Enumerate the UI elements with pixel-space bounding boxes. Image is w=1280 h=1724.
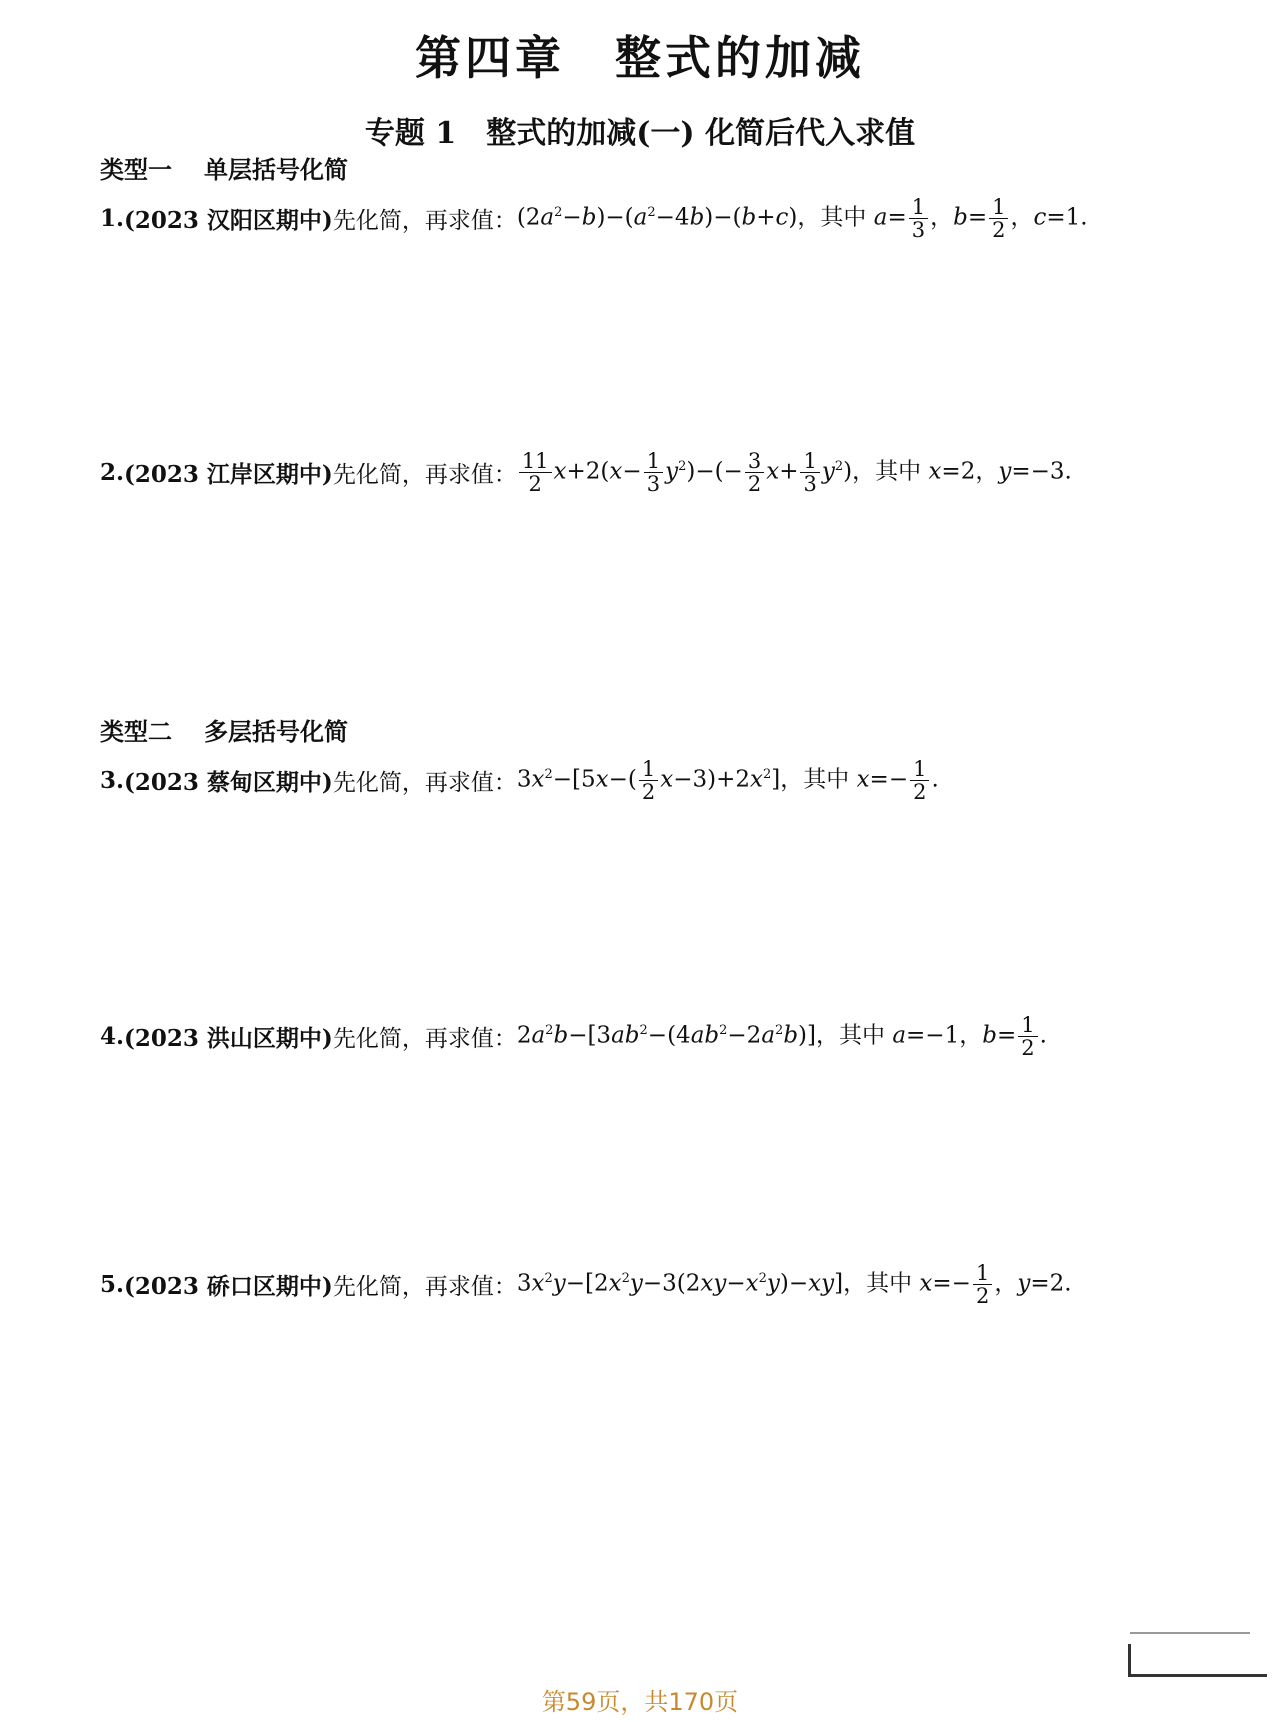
section-label: 类型一: [100, 155, 172, 184]
problem-number: 1.: [100, 205, 125, 233]
topic-title: 专题 1 整式的加减(一) 化简后代入求值: [364, 116, 916, 151]
section-name: 多层括号化简: [204, 717, 348, 746]
problem-number: 2.: [100, 459, 125, 487]
problem-prompt: 先化简，再求值：: [332, 208, 517, 235]
section-heading-1: [100, 150, 380, 185]
problem-prompt: 先化简，再求值：: [332, 770, 517, 797]
scan-artifact-mark: [1128, 1644, 1267, 1677]
problem-2: [100, 450, 1072, 495]
problem-source: (2023 硚口区期中): [124, 1273, 333, 1301]
problem-expression: $3x^2-[5x-$( $\frac{1}{2}$ $x-3)+2x^2$]，其中 x=− $\frac{1}{2}$ .: [516, 757, 939, 805]
problem-expression: $2a^2b-[3ab^2-(4ab^2-2a^2b)]$，其中 a=−1，b= $\frac{1}{2}$ .: [516, 1013, 1047, 1061]
problem-4: [100, 1014, 1047, 1059]
problem-prompt: 先化简，再求值：: [332, 462, 517, 489]
section-heading-2: [100, 712, 380, 747]
section-name: 单层括号化简: [204, 155, 348, 184]
problem-number: 3.: [100, 767, 125, 795]
chapter-title: 第四章 整式的加减: [415, 31, 865, 85]
problem-source: (2023 洪山区期中): [124, 1025, 333, 1053]
problem-3: [100, 758, 939, 803]
problem-expression: $(2a^2-b)-(a^2-4b)-(b+c)$，其中 a= $\frac{1}{3}$ ，b= $\frac{1}{2}$ ，c=1.: [516, 195, 1088, 243]
problem-prompt: 先化简，再求值：: [332, 1026, 517, 1053]
problem-number: 5.: [100, 1271, 125, 1299]
problem-1: [100, 196, 1088, 241]
problem-5: [100, 1262, 1072, 1307]
problem-prompt: 先化简，再求值：: [332, 1274, 517, 1301]
problem-number: 4.: [100, 1023, 125, 1051]
page-footer: 第59页，共170页: [541, 1688, 739, 1716]
problem-source: (2023 江岸区期中): [124, 461, 333, 489]
scan-artifact-line: [1130, 1632, 1250, 1634]
problem-source: (2023 汉阳区期中): [124, 207, 333, 235]
problem-source: (2023 蔡甸区期中): [124, 769, 333, 797]
problem-expression: $3x^2y-[2x^2y-3(2xy-x^2y)-xy]$，其中 x=− $\frac{1}{2}$ ，y=2.: [516, 1261, 1072, 1309]
problem-expression: $\frac{11}{2}$ x+2(x− $\frac{1}{3}$ $y^2)-(-$ $\frac{3}{2}$ x+ $\frac{1}{3}$ $y^2$)，其中 x=2，y=−3.: [517, 450, 1072, 495]
section-label: 类型二: [100, 717, 172, 746]
